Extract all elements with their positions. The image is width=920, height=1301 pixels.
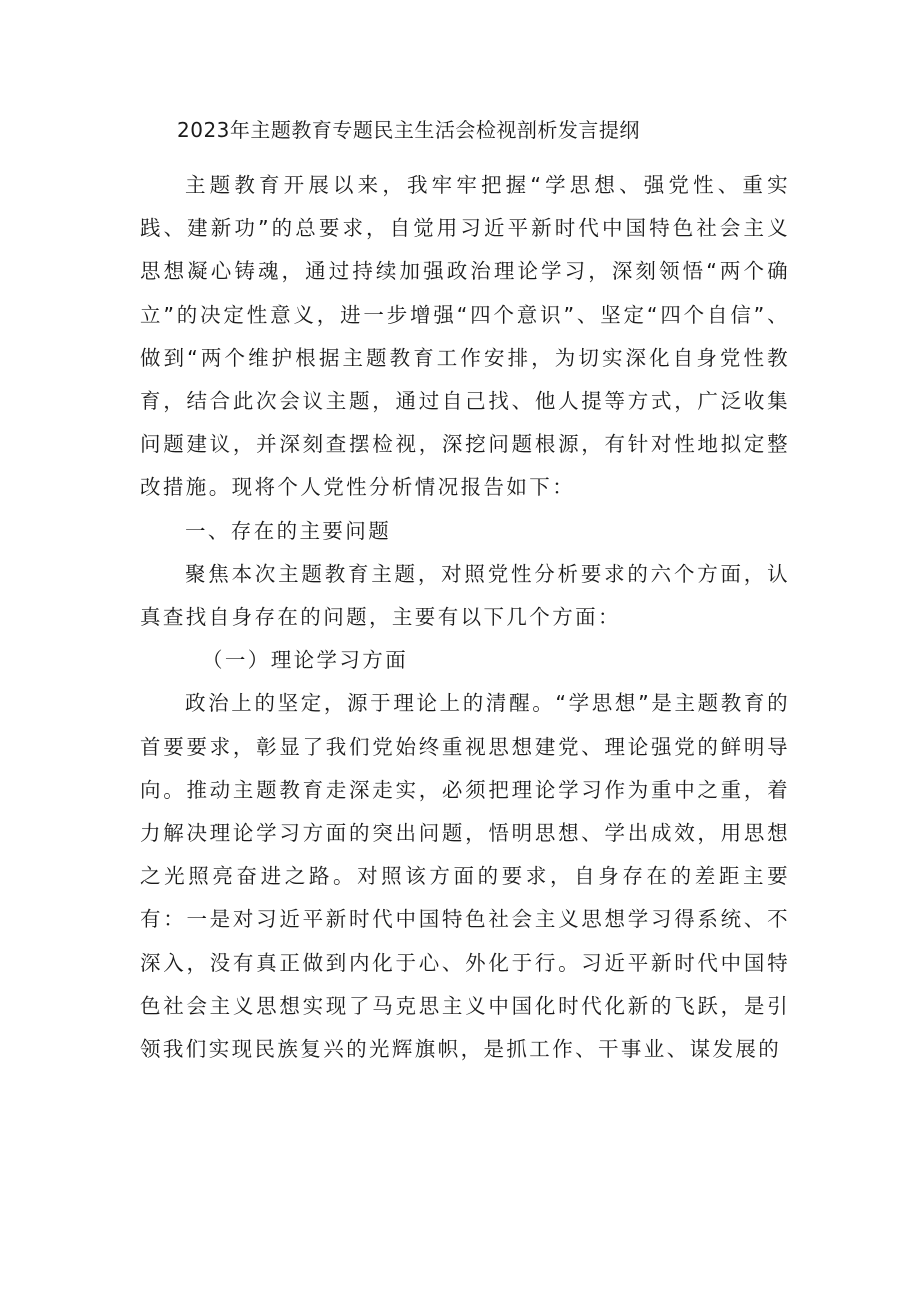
document-page [140,112,790,1071]
document-title: 2023年主题教育专题民主生活会检视剖析发言提纲 [177,118,640,142]
title-spacer [140,149,790,164]
theory-study-paragraph: 政治上的坚定，源于理论上的清醒。“学思想”是主题教育的首要要求，彰显了我们党始终重视思想建党、理论强党的鲜明导向。推动主题教育走深走实，必须把理论学习作为重中之重，着力解决理论学习方面的突出问题，悟明思想、学出成效，用思想之光照亮奋进之路。对照该方面的要求，自身存在的差距主要有：一是对习近平新时代中国特色社会主义思想学习得系统、不深入，没有真正做到内化于心、外化于行。习近平新时代中国特色社会主义思想实现了马克思主义中国化时代化新的飞跃，是引领我们实现民族复兴的光辉旗帜，是抓工作、干事业、谋发展的 [140,691,790,1062]
intro-paragraph: 主题教育开展以来，我牢牢把握“学思想、强党性、重实践、建新功”的总要求，自觉用习近平新时代中国特色社会主义思想凝心铸魂，通过持续加强政治理论学习，深刻领悟“两个确立”的决定性意义，进一步增强“四个意识”、坚定“四个自信”、做到“两个维护根据主题教育工作安排，为切实深化自身党性教育，结合此次会议主题，通过自己找、他人提等方式，广泛收集问题建议，并深刻查摆检视，深挖问题根源，有针对性地拟定整改措施。现将个人党性分析情况报告如下： [140,173,790,500]
section-heading-1: 一、存在的主要问题 [185,518,392,543]
section-1-intro-paragraph: 聚焦本次主题教育主题，对照党性分析要求的六个方面，认真查找自身存在的问题，主要有以下几个方面： [140,561,790,630]
subsection-heading-1: （一）理论学习方面 [202,648,409,673]
